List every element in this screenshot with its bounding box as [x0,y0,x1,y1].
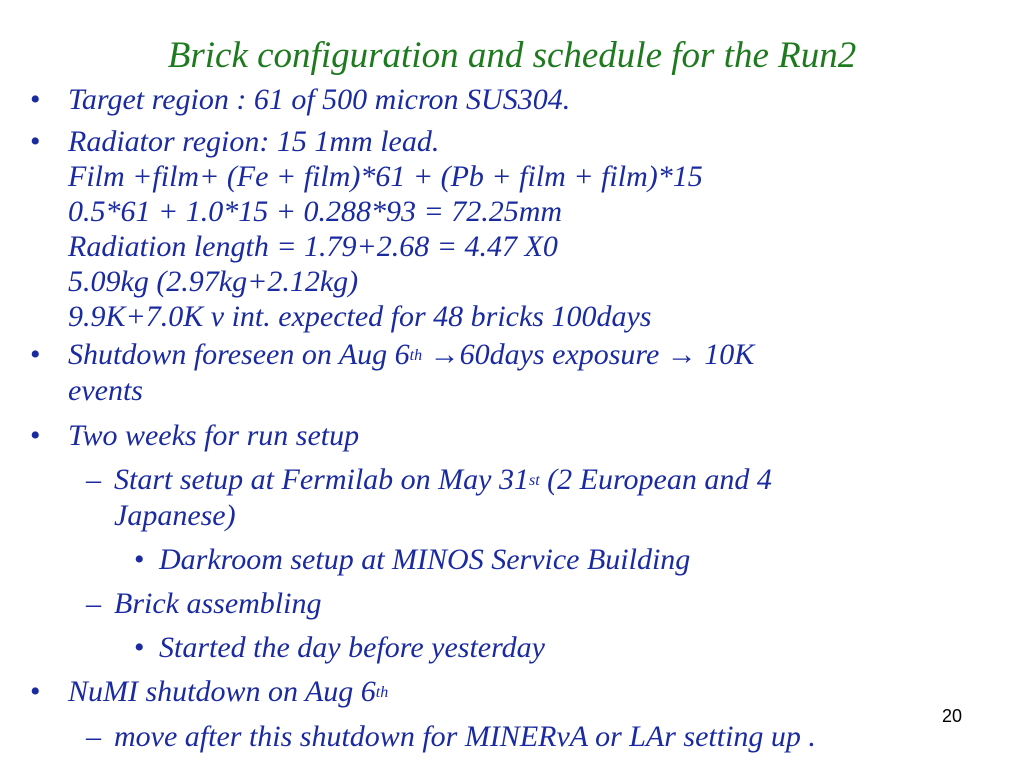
right-arrow-icon: → [666,338,697,371]
subsubbullet-text: Started the day before yesterday [159,631,545,664]
bullet-symbol: • [134,543,145,576]
bullet-symbol: • [30,83,41,116]
bullet-text: Target region : 61 of 500 micron SUS304. [68,83,571,116]
bullet-text-continued: events [68,374,143,407]
subbullet-text [114,462,772,497]
subbullet-text: move after this shutdown for MINERvA or LAr setting up . [114,720,816,753]
bullet-symbol: • [30,675,41,708]
radiator-line: 9.9K+7.0K ν int. expected for 48 bricks 100days [68,300,652,333]
start-setup-end: (2 European and 4 [539,463,772,496]
radiator-line: Radiation length = 1.79+2.68 = 4.47 X0 [68,230,558,263]
bullet-text: Two weeks for run setup [68,419,360,452]
dash-symbol: – [86,720,101,753]
subsubbullet-text: Darkroom setup at MINOS Service Building [159,543,691,576]
bullet-symbol: • [30,419,41,452]
shutdown-prefix: Shutdown foreseen on Aug 6 [68,338,410,371]
subbullet-text-continued: Japanese) [114,499,236,532]
bullet-symbol: • [30,338,41,371]
bullet-symbol: • [134,631,145,664]
radiator-line: 5.09kg (2.97kg+2.12kg) [68,265,359,298]
dash-symbol: – [86,463,101,496]
shutdown-end: 10K [696,338,755,371]
start-setup-prefix: Start setup at Fermilab on May 31 [114,463,529,496]
superscript: th [409,347,423,364]
superscript: st [528,472,540,489]
bullet-text [68,337,754,372]
subbullet-text: Brick assembling [114,587,322,620]
shutdown-middle: 60days exposure [459,338,667,371]
radiator-line: Radiator region: 15 1mm lead. [68,125,440,158]
page-number: 20 [941,706,962,726]
radiator-line: Film +film+ (Fe + film)*61 + (Pb + film + film)*15 [68,160,703,193]
dash-symbol: – [86,587,101,620]
radiator-line: 0.5*61 + 1.0*15 + 0.288*93 = 72.25mm [68,195,563,228]
right-arrow-icon: → [429,338,460,371]
superscript: th [375,684,389,701]
bullet-symbol: • [30,125,41,158]
bullet-text [68,674,388,709]
numi-prefix: NuMI shutdown on Aug 6 [68,675,376,708]
slide-title: Brick configuration and schedule for the Run2 [167,35,857,76]
